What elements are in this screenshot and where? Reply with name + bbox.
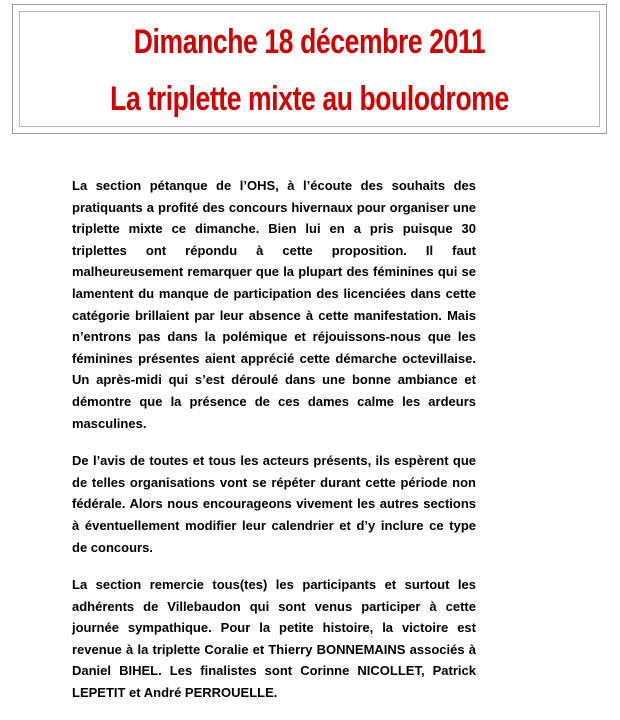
title-headline: La triplette mixte au boulodrome — [110, 80, 509, 118]
paragraph-2: De l’avis de toutes et tous les acteurs présents, ils espèrent que de telles organisations vont se répéter durant cette période non fédérale. Alors nous encourageons vivement les autres sections à éventuellement modifier leur calendrier et d’y inclure ce type de concours. — [72, 453, 476, 555]
paragraph-3: La section remercie tous(tes) les participants et surtout les adhérents de Villebaudon qui sont venus participer à cette journée sympathique. Pour la petite histoire, la victoire est revenue à la triplette Coralie et Thierry BONNEMAINS associés à Daniel BIHEL. Les finalistes sont Corinne NICOLLET, Patrick LEPETIT et André PERROUELLE. — [72, 577, 476, 701]
title-box — [12, 4, 607, 134]
article-body — [72, 175, 476, 720]
paragraph-1: La section pétanque de l’OHS, à l’écoute des souhaits des pratiquants a profité des concours hivernaux pour organiser une triplette mixte ce dimanche. Bien lui en a pris puisque 30 triplettes ont répondu à cette proposition. Il faut malheureusement remarquer que la plupart des féminines qui se lamentent du manque de participation des licenciées dans cette catégorie brillaient par leur absence à cette manifestation. Mais n’entrons pas dans la polémique et réjouissons-nous que les féminines présentes aient apprécié cette démarche octevillaise. Un après-midi qui s’est déroulé dans une bonne ambiance et démontre que la présence de ces dames calme les ardeurs masculines. — [72, 178, 476, 431]
title-date: Dimanche 18 décembre 2011 — [133, 23, 486, 61]
